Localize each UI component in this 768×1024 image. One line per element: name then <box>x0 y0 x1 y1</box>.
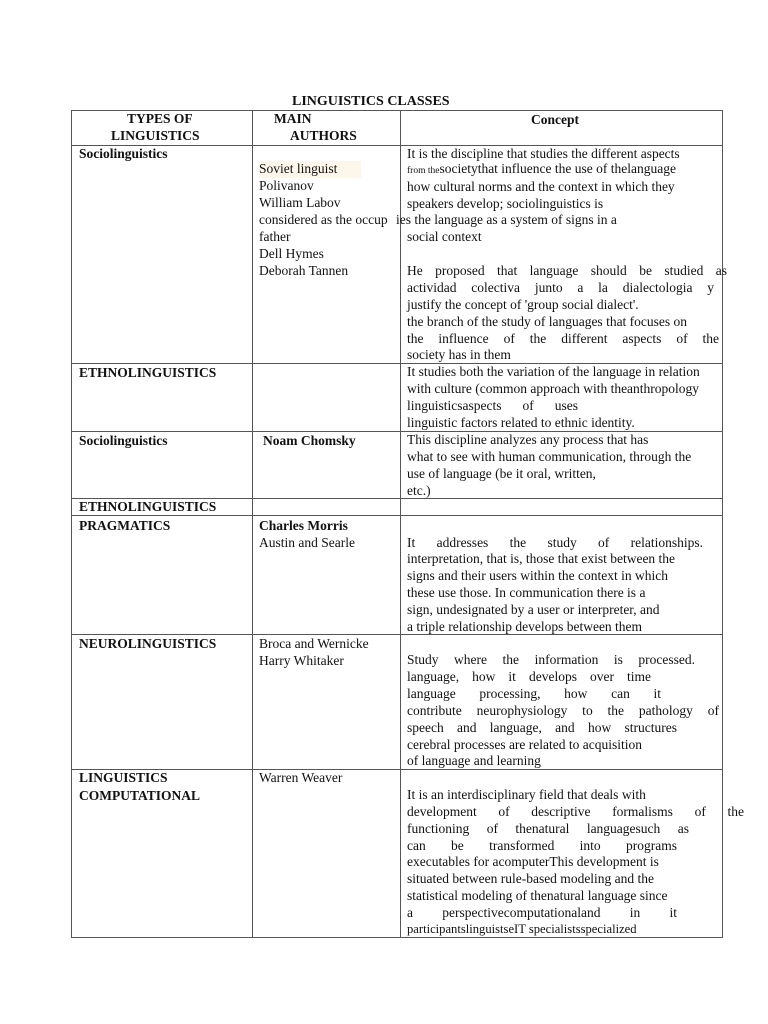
row7-concept-line: can be transformed into programs <box>407 838 677 853</box>
row1-concept-line: how cultural norms and the context in which they <box>407 179 675 194</box>
row7-type: COMPUTATIONAL <box>79 788 200 803</box>
table-border-left <box>71 110 72 938</box>
row7-concept-line: executables for acomputerThis development is <box>407 854 659 869</box>
row7-type: LINGUISTICS <box>79 770 168 785</box>
row5-concept-line: It addresses the study of relationships. <box>407 535 703 550</box>
row1-author-line: Soviet linguist <box>259 161 361 178</box>
column-divider <box>252 110 253 938</box>
row6-concept-line: of language and learning <box>407 753 541 768</box>
row1-type: Sociolinguistics <box>79 146 168 161</box>
row1-concept-line: justify the concept of 'group social dialect'. <box>407 297 639 312</box>
row1-concept-line <box>407 161 676 180</box>
row5-concept-line: signs and their users within the context in which <box>407 568 668 583</box>
row5-concept-line: a triple relationship develops between them <box>407 619 643 634</box>
row7-author: Warren Weaver <box>259 770 343 785</box>
row6-type: NEUROLINGUISTICS <box>79 636 217 651</box>
page-title: LINGUISTICS CLASSES <box>292 94 450 109</box>
row4-type: ETHNOLINGUISTICS <box>79 499 217 514</box>
row1-concept-line: the influence of the different aspects of the <box>407 331 719 346</box>
row5-author: Charles Morris <box>259 518 348 533</box>
row7-concept-line: statistical modeling of thenatural language since <box>407 888 668 903</box>
row7-concept-line: functioning of thenatural languagesuch as <box>407 821 689 836</box>
row1-concept-small-text: from the <box>407 166 440 176</box>
row1-concept-line: He proposed that language should be studied as <box>407 263 727 278</box>
row1-concept-line: society has in them <box>407 347 511 362</box>
row6-concept-line: Study where the information is processed. <box>407 652 695 667</box>
row1-author-line: Deborah Tannen <box>259 263 349 278</box>
row1-concept-text: societythat influence the use of thelanguage <box>439 161 676 176</box>
column-divider <box>400 110 401 938</box>
row7-concept-line: a perspectivecomputationaland in it <box>407 905 677 920</box>
row5-concept-line: interpretation, that is, those that exist between the <box>407 551 676 566</box>
row1-author-line: William Labov <box>259 195 341 210</box>
row7-concept-line: It is an interdisciplinary field that deals with <box>407 787 646 802</box>
row1-concept-line: the branch of the study of languages that focuses on <box>407 314 688 329</box>
row6-author: Harry Whitaker <box>259 653 344 668</box>
row3-type: Sociolinguistics <box>79 433 168 448</box>
header-types-line1: TYPES OF <box>127 111 193 126</box>
row7-concept-line: situated between rule-based modeling and the <box>407 871 655 886</box>
row6-concept-line: speech and language, and how structures <box>407 720 677 735</box>
row5-author: Austin and Searle <box>259 535 355 550</box>
row7-concept-line: participantslinguistseIT specialistsspecialized <box>407 922 637 936</box>
row1-concept-line: speakers develop; sociolinguistics is <box>407 196 604 211</box>
row1-author-line: Polivanov <box>259 178 314 193</box>
row3-concept-line: use of language (be it oral, written, <box>407 466 596 481</box>
row1-concept-line: social context <box>407 229 482 244</box>
row3-author: Noam Chomsky <box>263 433 356 448</box>
row6-author: Broca and Wernicke <box>259 636 369 651</box>
row6-concept-line: language processing, how can it <box>407 686 661 701</box>
row1-author-line: Dell Hymes <box>259 246 324 261</box>
row6-concept-line: language, how it develops over time <box>407 669 651 684</box>
row2-type: ETHNOLINGUISTICS <box>79 365 217 380</box>
header-concept: Concept <box>531 112 579 127</box>
row1-concept-line: ies the language as a system of signs in a <box>396 212 617 227</box>
row1-concept-line: actividad colectiva junto a la dialectologia y <box>407 280 714 295</box>
row6-concept-line: cerebral processes are related to acquisition <box>407 737 643 752</box>
row3-concept-line: This discipline analyzes any process that has <box>407 432 649 447</box>
row2-concept-line: linguistic factors related to ethnic identity. <box>407 415 635 430</box>
row2-concept-line: linguisticsaspects of uses <box>407 398 578 413</box>
row1-concept-line: It is the discipline that studies the different aspects <box>407 146 680 161</box>
header-authors-line1: MAIN <box>274 111 312 126</box>
row7-concept-line: development of descriptive formalisms of the <box>407 804 744 819</box>
row5-concept-line: sign, undesignated by a user or interpreter, and <box>407 602 660 617</box>
header-types-line2: LINGUISTICS <box>111 128 200 143</box>
row2-concept-line: with culture (common approach with theanthropology <box>407 381 700 396</box>
row-divider <box>71 769 723 770</box>
row1-author-line: father <box>259 229 291 244</box>
row6-concept-line: contribute neurophysiology to the pathology of <box>407 703 719 718</box>
row3-concept-line: what to see with human communication, through the <box>407 449 692 464</box>
row5-concept-line: these use those. In communication there is a <box>407 585 646 600</box>
header-authors-line2: AUTHORS <box>290 128 357 143</box>
row2-concept-line: It studies both the variation of the language in relation <box>407 364 700 379</box>
row5-type: PRAGMATICS <box>79 518 171 533</box>
row3-concept-line: etc.) <box>407 483 431 498</box>
row1-author-line: considered as the occup <box>259 212 388 227</box>
